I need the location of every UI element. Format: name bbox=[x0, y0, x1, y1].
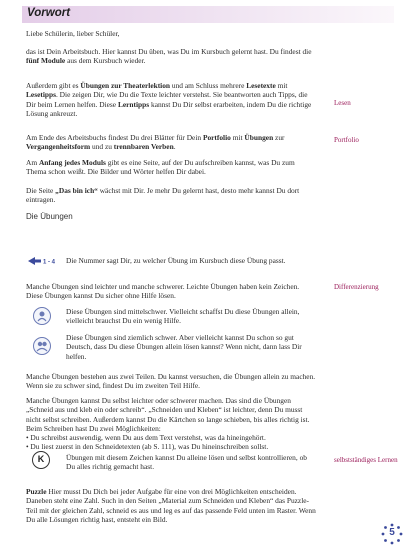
section-heading-uebungen: Die Übungen bbox=[26, 212, 73, 221]
margin-label-portfolio: Portfolio bbox=[334, 136, 359, 144]
bullet-schneidetexte: • Du liest zuerst in den Schneidetexten (ab S. 111), was Du hineinschreiben sollst. bbox=[26, 442, 269, 451]
exercise-number-label: 1 - 4 bbox=[43, 259, 56, 266]
k-control-text: Übungen mit diesem Zeichen kannst Du alleine lösen und selbst kontrollieren, ob Du alles richtig gemacht hast. bbox=[66, 453, 307, 472]
greeting: Liebe Schülerin, lieber Schüler, bbox=[26, 29, 120, 38]
margin-label-differenzierung: Differenzierung bbox=[334, 283, 379, 291]
margin-label-selbst: selbstständiges Lernen bbox=[334, 456, 398, 464]
paragraph-zwei-teile: Manche Übungen bestehen aus zwei Teilen. Du kannst versuchen, die Übungen allein zu machen. Wenn sie zu schwer sind, findest Du im zweiten Teil Hilfe. bbox=[26, 372, 316, 391]
page-title: Vorwort bbox=[27, 7, 71, 19]
level-medium-icon bbox=[33, 307, 51, 325]
paragraph-portfolio: Am Ende des Arbeitsbuchs findest Du drei Blätter für Dein Portfolio mit Übungen zur Vergangenheitsform und zu trennbaren Verben. bbox=[26, 133, 285, 152]
exercise-number-text: Die Nummer sagt Dir, zu welcher Übung im Kursbuch diese Übung passt. bbox=[66, 256, 286, 265]
bullet-auswendig: • Du schreibst auswendig, wenn Du aus dem Text verstehst, was da hineingehört. bbox=[26, 433, 266, 442]
title-bar bbox=[22, 6, 394, 23]
k-control-icon: K bbox=[32, 451, 50, 469]
margin-label-lesen: Lesen bbox=[334, 99, 351, 107]
exercise-number-icon bbox=[27, 256, 61, 266]
page-number: 5 bbox=[389, 527, 395, 538]
level-hard-text: Diese Übungen sind ziemlich schwer. Aber vielleicht kannst Du schon so gut Deutsch, dass Du diese Übungen allein lösen kannst? Wenn nicht, dann lass Dir helfen. bbox=[66, 333, 302, 361]
paragraph-schneiden-kleben: Manche Übungen kannst Du selbst leichter oder schwerer machen. Das sind die Übungen „Schneid aus und kleb ein oder schreib“. „Schneiden und Kleben“ ist leichter, denn Du musst nicht selbst schreiben. Außerdem kannst Du die Kärtchen so lange schieben, bis alles richtig ist. Beim Schreiben hast Du zwei Möglichkeiten: bbox=[26, 396, 310, 434]
page-number-badge bbox=[381, 523, 403, 545]
level-medium-text: Diese Übungen sind mittelschwer. Vielleicht schaffst Du diese Übungen allein, vielleicht brauchst Du ein wenig Hilfe. bbox=[66, 307, 300, 326]
paragraph-das-bin-ich: Die Seite „Das bin ich“ wächst mit Dir. Je mehr Du gelernt hast, desto mehr kannst Du dort eintragen. bbox=[26, 186, 300, 205]
paragraph-modulanfang: Am Anfang jedes Moduls gibt es eine Seite, auf der Du aufschreiben kannst, was Du zum Thema schon weißt. Die Bilder und Wörter helfen Dir dabei. bbox=[26, 158, 295, 177]
paragraph-arbeitsbuch: das ist Dein Arbeitsbuch. Hier kannst Du üben, was Du im Kursbuch gelernt hast. Du findest die fünf Module aus dem Kursbuch wieder. bbox=[26, 47, 312, 66]
paragraph-theater: Außerdem gibt es Übungen zur Theaterlektion und am Schluss mehrere Lesetexte mit Lesetipps. Die zeigen Dir, wie Du die Texte leichter verstehst. Sie beantworten auch Tipps, die Dir beim Lernen helfen. Diese Lerntipps kannst Du Dir selbst erarbeiten, indem Du die richtige Lösung ankreuzt. bbox=[26, 81, 312, 119]
paragraph-puzzle: Puzzle Hier musst Du Dich bei jeder Aufgabe für eine von drei Möglichkeiten entscheiden. Daneben steht eine Zahl. Such in den Seiten „Material zum Schneiden und Kleben“ das Puzzle-Teil mit der gleichen Zahl, schneid es aus und leg es auf das passende Feld unten im Raster. Wenn Du alle Lösungen richtig hast, entsteht ein Bild. bbox=[26, 487, 316, 525]
level-hard-icon bbox=[33, 337, 51, 355]
paragraph-differenzierung: Manche Übungen sind leichter und manche schwerer. Leichte Übungen haben kein Zeichen. Diese Übungen kannst Du sicher ohne Hilfe lösen. bbox=[26, 282, 300, 301]
